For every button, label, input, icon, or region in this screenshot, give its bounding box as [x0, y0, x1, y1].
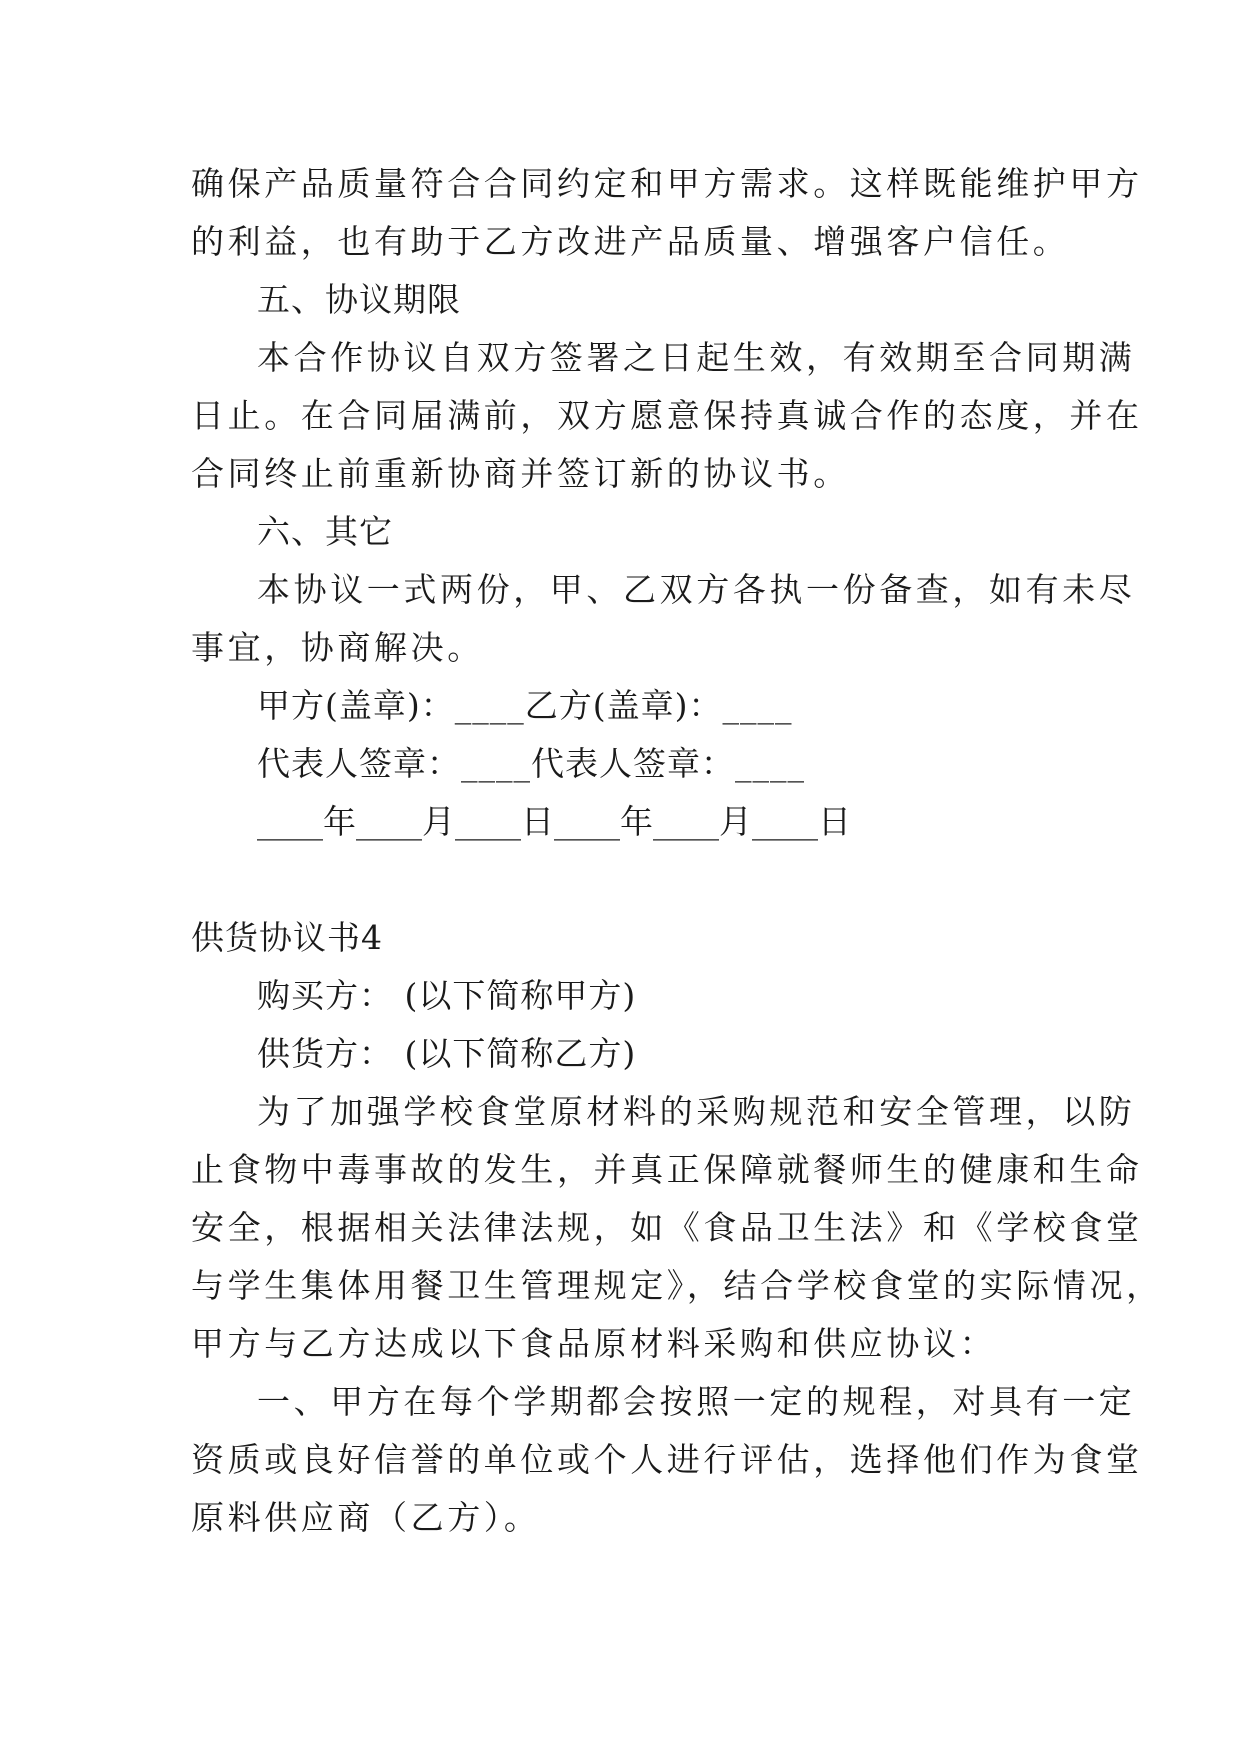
- paragraph-line: 安全，根据相关法律法规，如《食品卫生法》和《学校食堂: [191, 1208, 1143, 1247]
- paragraph-line: 与学生集体用餐卫生管理规定》，结合学校食堂的实际情况，: [191, 1266, 1163, 1305]
- paragraph-line: 本协议一式两份，甲、乙双方各执一份备查，如有未尽: [257, 570, 1136, 609]
- party-line: 购买方： (以下简称甲方): [257, 976, 637, 1015]
- paragraph-line: 日止。在合同届满前，双方愿意保持真诚合作的态度，并在: [191, 396, 1143, 435]
- paragraph-line: 原料供应商（乙方）。: [191, 1498, 541, 1537]
- paragraph-line: 合同终止前重新协商并签订新的协议书。: [191, 454, 850, 493]
- paragraph-line: 甲方与乙方达成以下食品原材料采购和供应协议：: [191, 1324, 997, 1363]
- document-title: 供货协议书4: [191, 918, 383, 957]
- signature-line: 代表人签章：____代表人签章：____: [257, 744, 805, 783]
- paragraph-line: 一、甲方在每个学期都会按照一定的规程，对具有一定: [257, 1382, 1136, 1421]
- section-heading: 五、协议期限: [257, 280, 461, 319]
- paragraph-line: 本合作协议自双方签署之日起生效，有效期至合同期满: [257, 338, 1136, 377]
- paragraph-line: 事宜，协商解决。: [191, 628, 484, 667]
- signature-line: 甲方(盖章)：____乙方(盖章)：____: [257, 686, 793, 725]
- section-heading: 六、其它: [257, 512, 393, 551]
- paragraph-line: 确保产品质量符合合同约定和甲方需求。这样既能维护甲方: [191, 164, 1143, 203]
- date-line: ____年____月____日____年____月____日: [257, 802, 851, 841]
- party-line: 供货方： (以下简称乙方): [257, 1034, 637, 1073]
- paragraph-line: 为了加强学校食堂原材料的采购规范和安全管理，以防: [257, 1092, 1136, 1131]
- paragraph-line: 资质或良好信誉的单位或个人进行评估，选择他们作为食堂: [191, 1440, 1143, 1479]
- paragraph-line: 止食物中毒事故的发生，并真正保障就餐师生的健康和生命: [191, 1150, 1143, 1189]
- paragraph-line: 的利益，也有助于乙方改进产品质量、增强客户信任。: [191, 222, 1070, 261]
